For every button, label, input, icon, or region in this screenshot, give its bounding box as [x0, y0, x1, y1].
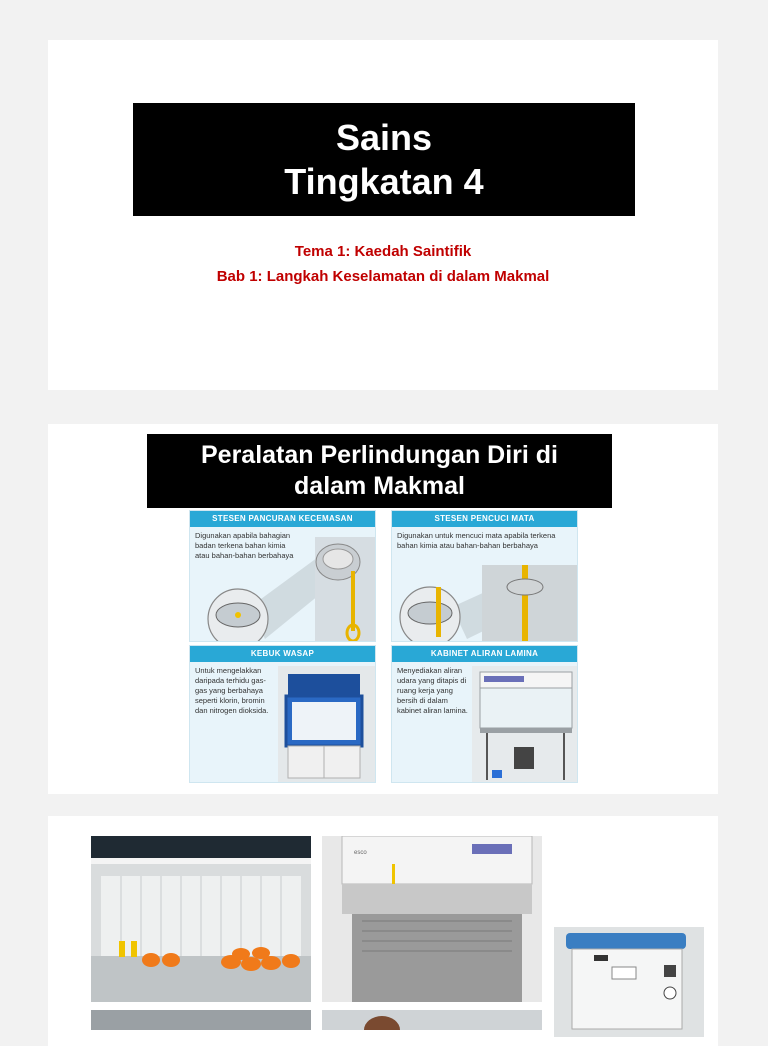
cabinet-brand: esco — [354, 850, 367, 856]
panel-header: STESEN PANCURAN KECEMASAN — [190, 511, 375, 527]
panel-header: STESEN PENCUCI MATA — [392, 511, 577, 527]
photo-biosafety-cabinet — [322, 836, 542, 1002]
panel-emergency-shower — [189, 510, 376, 642]
photos-slide — [48, 816, 718, 1046]
ppe-title — [147, 434, 612, 508]
chapter-subtitle: Bab 1: Langkah Keselamatan di dalam Makmal — [216, 268, 550, 285]
fume-hood-illustration — [190, 662, 375, 782]
laminar-cabinet-illustration — [392, 662, 577, 782]
panel-text: Menyediakan aliran udara yang ditapis di ruang kerja yang bersih di dalam kabinet aliran lamina. — [397, 666, 468, 715]
incubator-illustration — [554, 927, 704, 1037]
ppe-title-line-1: Peralatan Perlindungan Diri di — [200, 441, 559, 469]
photo-bottom-left — [91, 1010, 311, 1030]
panel-text: Digunakan untuk mencuci mata apabila terkena bahan kimia atau bahan-bahan berbahaya — [397, 531, 556, 550]
photo-bottom-right — [322, 1010, 542, 1030]
panel-header: KEBUK WASAP — [190, 646, 375, 662]
title-line-1: Sains — [335, 116, 433, 158]
title-slide — [48, 40, 718, 390]
panel-eye-wash — [391, 510, 578, 642]
panel-text: Untuk mengelakkan daripada terhidu gas-gas yang berbahaya seperti klorin, bromin dan nitrogen dioksida. — [195, 666, 269, 715]
cabinet-illustration — [322, 836, 542, 1002]
title-box — [133, 103, 635, 216]
title-line-2: Tingkatan 4 — [284, 160, 484, 202]
panel-header: KABINET ALIRAN LAMINA — [392, 646, 577, 662]
photo-incubator — [554, 927, 704, 1037]
flasks-illustration — [91, 836, 311, 1002]
emergency-shower-illustration — [190, 527, 375, 641]
theme-subtitle: Tema 1: Kaedah Saintifik — [294, 243, 472, 260]
ppe-slide — [48, 424, 718, 794]
eye-wash-illustration — [392, 527, 577, 641]
photo-flasks-in-hood — [91, 836, 311, 1002]
panel-laminar-flow-cabinet — [391, 645, 578, 783]
panel-text: Digunakan apabila bahagian badan terkena bahan kimia atau bahan-bahan berbahaya — [195, 531, 294, 560]
panel-fume-hood — [189, 645, 376, 783]
person-illustration — [322, 1010, 542, 1030]
ppe-title-line-2: dalam Makmal — [294, 472, 465, 500]
